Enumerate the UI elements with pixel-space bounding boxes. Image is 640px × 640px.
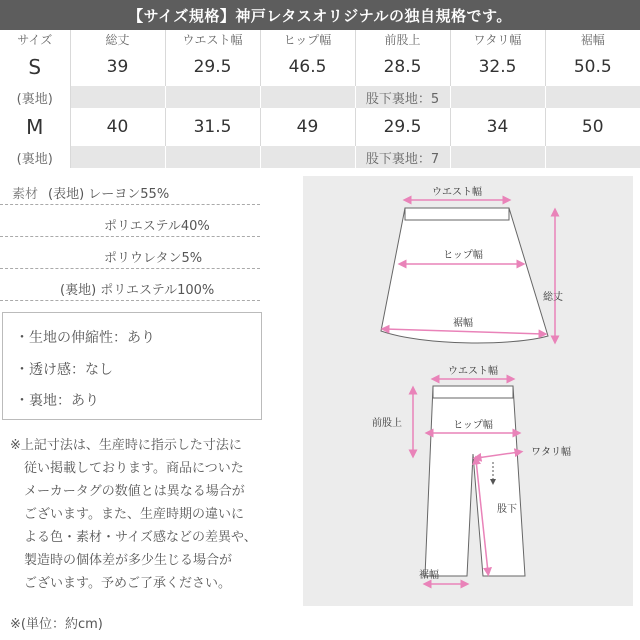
size-value: 46.5 xyxy=(260,48,355,86)
header-front-rise: 前股上 xyxy=(355,30,450,48)
size-row-s xyxy=(0,48,640,86)
note-line: メーカータグの数値とは異なる場合が xyxy=(24,484,245,499)
skirt-length-label: 総丈 xyxy=(543,292,563,303)
size-table-header xyxy=(0,30,640,48)
pants-illustration xyxy=(372,364,571,584)
pants-inseam-label: 股下 xyxy=(497,504,517,515)
property-sheerness: ・透け感：なし xyxy=(15,362,113,378)
size-value: 28.5 xyxy=(355,48,450,86)
size-spec-banner: 【サイズ規格】神戸レタスオリジナルの独自規格です。 xyxy=(0,0,640,30)
skirt-hem-label: 裾幅 xyxy=(453,318,473,329)
header-thigh: ワタリ幅 xyxy=(450,30,545,48)
note-line: 製造時の個体差が多少生じる場合が xyxy=(24,553,233,568)
size-row-m xyxy=(0,108,640,146)
size-value: 50 xyxy=(581,117,604,137)
property-lining: ・裏地：あり xyxy=(15,393,99,409)
size-table xyxy=(0,30,640,168)
material-key: 素材 xyxy=(12,187,39,202)
size-value: 50.5 xyxy=(573,57,612,77)
skirt-illustration xyxy=(381,185,563,343)
header-total-length: 総丈 xyxy=(70,30,165,48)
size-value: 29.5 xyxy=(355,108,450,146)
material-text: (裏地) ポリエステル100% xyxy=(60,283,215,298)
material-line xyxy=(0,245,260,269)
size-value: 29.5 xyxy=(165,48,260,86)
material-text: ポリエステル40% xyxy=(104,219,210,234)
header-hip: ヒップ幅 xyxy=(260,30,355,48)
lining-inseam-note: 股下裏地：7 xyxy=(355,146,450,168)
size-value: 34 xyxy=(450,108,545,146)
pants-thigh-label: ワタリ幅 xyxy=(531,447,571,458)
size-label: M xyxy=(0,108,70,146)
pants-waist-label: ウエスト幅 xyxy=(448,366,498,377)
property-stretch: ・生地の伸縮性：あり xyxy=(15,330,155,346)
size-value: 49 xyxy=(260,108,355,146)
note-line: よる色・素材・サイズ感などの差異や、 xyxy=(24,530,257,545)
lining-label: (裏地) xyxy=(0,146,70,168)
material-line xyxy=(0,213,260,237)
material-line xyxy=(0,277,260,301)
material-line xyxy=(0,181,260,205)
lining-inseam-note: 股下裏地：5 xyxy=(355,86,450,108)
pants-hip-label: ヒップ幅 xyxy=(453,420,493,431)
lining-label: (裏地) xyxy=(0,86,70,108)
lining-row-s xyxy=(0,86,640,108)
pants-hem-label: 裾幅 xyxy=(419,570,439,581)
size-value: 39 xyxy=(70,48,165,86)
header-waist: ウエスト幅 xyxy=(165,30,260,48)
note-line: ※上記寸法は、生産時に指示した寸法に xyxy=(10,438,242,453)
unit-note: ※(単位：約cm) xyxy=(10,617,103,632)
size-label: S xyxy=(0,48,70,86)
lining-row-m xyxy=(0,146,640,168)
measurement-notes xyxy=(10,434,280,595)
material-text: ポリウレタン5% xyxy=(104,251,203,266)
garment-measurement-svg xyxy=(303,176,633,606)
header-size-label: サイズ xyxy=(0,30,70,48)
measurement-diagram xyxy=(303,176,633,606)
note-line: ございます。また、生産時期の違いに xyxy=(24,507,244,522)
size-value: 32.5 xyxy=(450,48,545,86)
pants-rise-label: 前股上 xyxy=(372,418,402,429)
size-value: 40 xyxy=(70,108,165,146)
header-hem: 裾幅 xyxy=(545,30,640,48)
fabric-properties-box xyxy=(2,312,262,420)
material-text: (表地) レーヨン55% xyxy=(48,187,170,202)
size-value: 31.5 xyxy=(165,108,260,146)
note-line: 従い掲載しております。商品についた xyxy=(24,461,244,476)
skirt-hip-label: ヒップ幅 xyxy=(443,250,483,261)
skirt-waist-label: ウエスト幅 xyxy=(432,187,482,198)
note-line: ございます。予めご了承ください。 xyxy=(24,576,231,591)
